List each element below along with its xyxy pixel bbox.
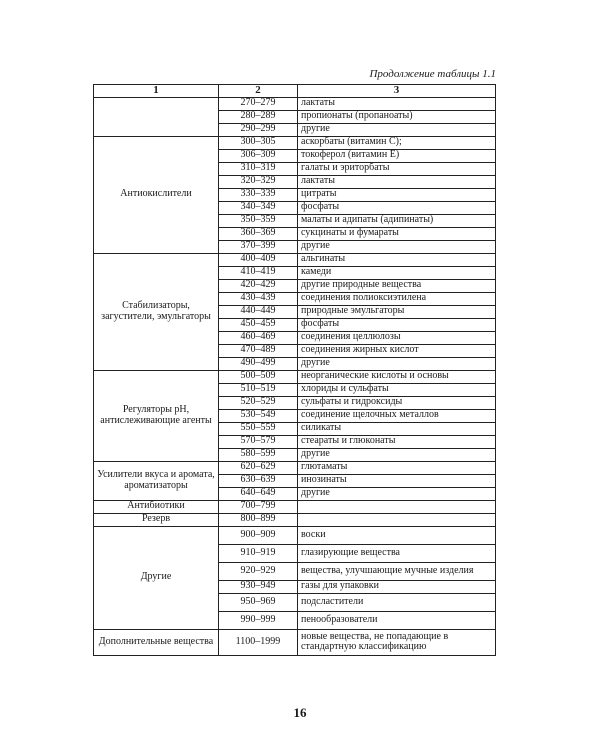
code-range-cell: 580–599: [219, 448, 298, 461]
header-col-2: 2: [219, 85, 298, 98]
description-cell: глютаматы: [298, 461, 496, 474]
table-row: [94, 513, 496, 526]
description-cell: альгинаты: [298, 253, 496, 266]
code-range-cell: 350–359: [219, 214, 298, 227]
code-range-cell: 430–439: [219, 292, 298, 305]
description-cell: новые вещества, не попадающие в стандартную классификацию: [298, 629, 496, 655]
code-range-cell: 920–929: [219, 562, 298, 580]
code-range-cell: 400–409: [219, 253, 298, 266]
table-row: [94, 136, 496, 149]
description-cell: соединения целлюлозы: [298, 331, 496, 344]
code-range-cell: 340–349: [219, 201, 298, 214]
table-row: [94, 526, 496, 544]
table-row: [94, 370, 496, 383]
description-cell: лактаты: [298, 175, 496, 188]
description-cell: малаты и адипаты (адипинаты): [298, 214, 496, 227]
table-body: [94, 97, 496, 655]
code-range-cell: 490–499: [219, 357, 298, 370]
description-cell: аскорбаты (витамин С);: [298, 136, 496, 149]
code-range-cell: 470–489: [219, 344, 298, 357]
header-col-3: 3: [298, 85, 496, 98]
description-cell: [298, 500, 496, 513]
description-cell: камеди: [298, 266, 496, 279]
table-header-row: [94, 85, 496, 98]
description-cell: подсластители: [298, 593, 496, 611]
description-cell: силикаты: [298, 422, 496, 435]
description-cell: другие: [298, 448, 496, 461]
description-cell: другие природные вещества: [298, 279, 496, 292]
code-range-cell: 290–299: [219, 123, 298, 136]
code-range-cell: 370–399: [219, 240, 298, 253]
code-range-cell: 630–639: [219, 474, 298, 487]
group-name-cell: Стабилизаторы, загустители, эмульгаторы: [94, 253, 219, 370]
description-cell: другие: [298, 123, 496, 136]
code-range-cell: 500–509: [219, 370, 298, 383]
code-range-cell: 1100–1999: [219, 629, 298, 655]
description-cell: газы для упаковки: [298, 580, 496, 593]
description-cell: другие: [298, 357, 496, 370]
description-cell: хлориды и сульфаты: [298, 383, 496, 396]
description-cell: фосфаты: [298, 201, 496, 214]
description-cell: фосфаты: [298, 318, 496, 331]
group-name-cell: Антибиотики: [94, 500, 219, 513]
code-range-cell: 460–469: [219, 331, 298, 344]
description-cell: пропионаты (пропаноаты): [298, 110, 496, 123]
code-range-cell: 280–289: [219, 110, 298, 123]
table-row: [94, 461, 496, 474]
table-row: [94, 500, 496, 513]
description-cell: вещества, улучшающие мучные изделия: [298, 562, 496, 580]
code-range-cell: 320–329: [219, 175, 298, 188]
additives-table: [93, 84, 496, 656]
group-name-cell: [94, 97, 219, 136]
description-cell: пенообразователи: [298, 611, 496, 629]
code-range-cell: 530–549: [219, 409, 298, 422]
code-range-cell: 700–799: [219, 500, 298, 513]
code-range-cell: 910–919: [219, 544, 298, 562]
description-cell: неорганические кислоты и основы: [298, 370, 496, 383]
code-range-cell: 520–529: [219, 396, 298, 409]
group-name-cell: Резерв: [94, 513, 219, 526]
description-cell: соединения жирных кислот: [298, 344, 496, 357]
code-range-cell: 990–999: [219, 611, 298, 629]
code-range-cell: 420–429: [219, 279, 298, 292]
code-range-cell: 550–559: [219, 422, 298, 435]
description-cell: инозинаты: [298, 474, 496, 487]
code-range-cell: 570–579: [219, 435, 298, 448]
table-row: [94, 97, 496, 110]
group-name-cell: Другие: [94, 526, 219, 629]
code-range-cell: 620–629: [219, 461, 298, 474]
page-number: 16: [293, 705, 307, 720]
code-range-cell: 930–949: [219, 580, 298, 593]
description-cell: токоферол (витамин Е): [298, 149, 496, 162]
description-cell: другие: [298, 240, 496, 253]
code-range-cell: 510–519: [219, 383, 298, 396]
description-cell: глазирующие вещества: [298, 544, 496, 562]
code-range-cell: 270–279: [219, 97, 298, 110]
table-row: [94, 629, 496, 655]
description-cell: стеараты и глюконаты: [298, 435, 496, 448]
code-range-cell: 450–459: [219, 318, 298, 331]
code-range-cell: 640–649: [219, 487, 298, 500]
code-range-cell: 330–339: [219, 188, 298, 201]
group-name-cell: Дополнительные вещества: [94, 629, 219, 655]
group-name-cell: Усилители вкуса и аромата, ароматизаторы: [94, 461, 219, 500]
description-cell: галаты и эриторбаты: [298, 162, 496, 175]
description-cell: сукцинаты и фумараты: [298, 227, 496, 240]
description-cell: сульфаты и гидроксиды: [298, 396, 496, 409]
description-cell: соединение щелочных металлов: [298, 409, 496, 422]
description-cell: другие: [298, 487, 496, 500]
description-cell: лактаты: [298, 97, 496, 110]
description-cell: воски: [298, 526, 496, 544]
header-col-1: 1: [94, 85, 219, 98]
description-cell: соединения полиоксиэтилена: [298, 292, 496, 305]
table-row: [94, 253, 496, 266]
group-name-cell: Антиокислители: [94, 136, 219, 253]
code-range-cell: 800–899: [219, 513, 298, 526]
description-cell: [298, 513, 496, 526]
code-range-cell: 440–449: [219, 305, 298, 318]
code-range-cell: 306–309: [219, 149, 298, 162]
code-range-cell: 410–419: [219, 266, 298, 279]
description-cell: природные эмульгаторы: [298, 305, 496, 318]
code-range-cell: 310–319: [219, 162, 298, 175]
description-cell: цитраты: [298, 188, 496, 201]
code-range-cell: 900–909: [219, 526, 298, 544]
group-name-cell: Регуляторы рН, антислеживающие агенты: [94, 370, 219, 461]
code-range-cell: 950–969: [219, 593, 298, 611]
code-range-cell: 360–369: [219, 227, 298, 240]
code-range-cell: 300–305: [219, 136, 298, 149]
table-caption: Продолжение таблицы 1.1: [369, 68, 496, 80]
